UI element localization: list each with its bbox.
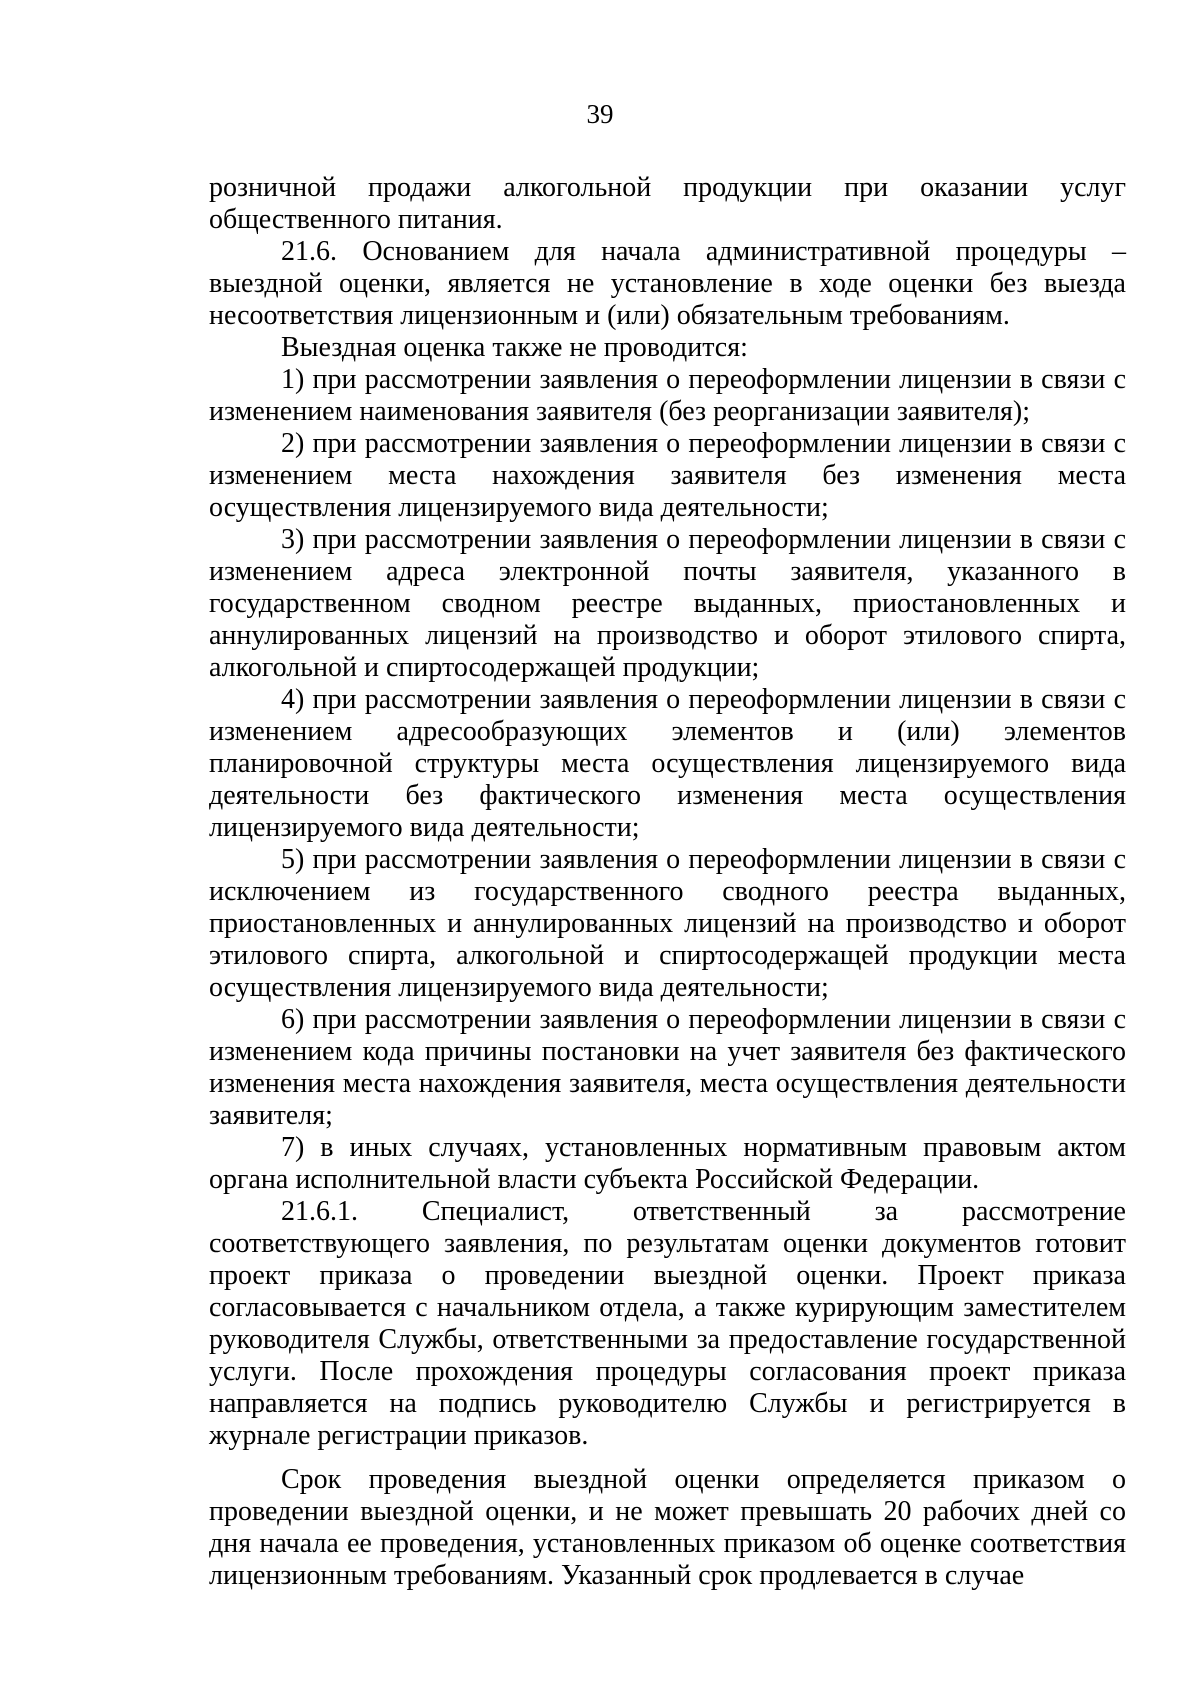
paragraph-continuation: розничной продажи алкогольной продукции при оказании услуг общественного питания. bbox=[209, 172, 1126, 235]
list-item-1: 1) при рассмотрении заявления о переоформлении лицензии в связи с изменением наименования заявителя (без реорганизации заявителя); bbox=[209, 364, 1126, 427]
list-item-5: 5) при рассмотрении заявления о переоформлении лицензии в связи с исключением из государственного сводного реестра выданных, приостановленных и аннулированных лицензий на производство и оборот этилового спирта, алкогольной и спиртосодержащей продукции места осуществления лицензируемого вида деятельности; bbox=[209, 844, 1126, 1003]
list-item-3: 3) при рассмотрении заявления о переоформлении лицензии в связи с изменением адреса электронной почты заявителя, указанного в государственном сводном реестре выданных, приостановленных и аннулированных лицензий на производство и оборот этилового спирта, алкогольной и спиртосодержащей продукции; bbox=[209, 524, 1126, 683]
list-item-6: 6) при рассмотрении заявления о переоформлении лицензии в связи с изменением кода причины постановки на учет заявителя без фактического изменения места нахождения заявителя, места осуществления деятельности заявителя; bbox=[209, 1004, 1126, 1131]
list-item-4: 4) при рассмотрении заявления о переоформлении лицензии в связи с изменением адресообразующих элементов и (или) элементов планировочной структуры места осуществления лицензируемого вида деятельности без фактического изменения места осуществления лицензируемого вида деятельности; bbox=[209, 684, 1126, 843]
paragraph-exceptions-intro: Выездная оценка также не проводится: bbox=[281, 332, 748, 363]
list-item-7: 7) в иных случаях, установленных нормативным правовым актом органа исполнительной власти субъекта Российской Федерации. bbox=[209, 1132, 1126, 1195]
paragraph-21-6-1: 21.6.1. Специалист, ответственный за рассмотрение соответствующего заявления, по результатам оценки документов готовит проект приказа о проведении выездной оценки. Проект приказа согласовывается с начальником отдела, а также курирующим заместителем руководителя Службы, ответственными за предоставление государственной услуги. После прохождения процедуры согласования проект приказа направляется на подпись руководителю Службы и регистрируется в журнале регистрации приказов. bbox=[209, 1196, 1126, 1451]
page-number: 39 bbox=[586, 99, 614, 129]
document-body bbox=[209, 172, 1126, 1592]
list-item-2: 2) при рассмотрении заявления о переоформлении лицензии в связи с изменением места нахождения заявителя без изменения места осуществления лицензируемого вида деятельности; bbox=[209, 428, 1126, 523]
paragraph-21-6: 21.6. Основанием для начала административной процедуры – выездной оценки, является не установление в ходе оценки без выезда несоответствия лицензионным и (или) обязательным требованиям. bbox=[209, 236, 1126, 331]
paragraph-term: Срок проведения выездной оценки определяется приказом о проведении выездной оценки, и не может превышать 20 рабочих дней со дня начала ее проведения, установленных приказом об оценке соответствия лицензионным требованиям. Указанный срок продлевается в случае bbox=[209, 1464, 1126, 1591]
